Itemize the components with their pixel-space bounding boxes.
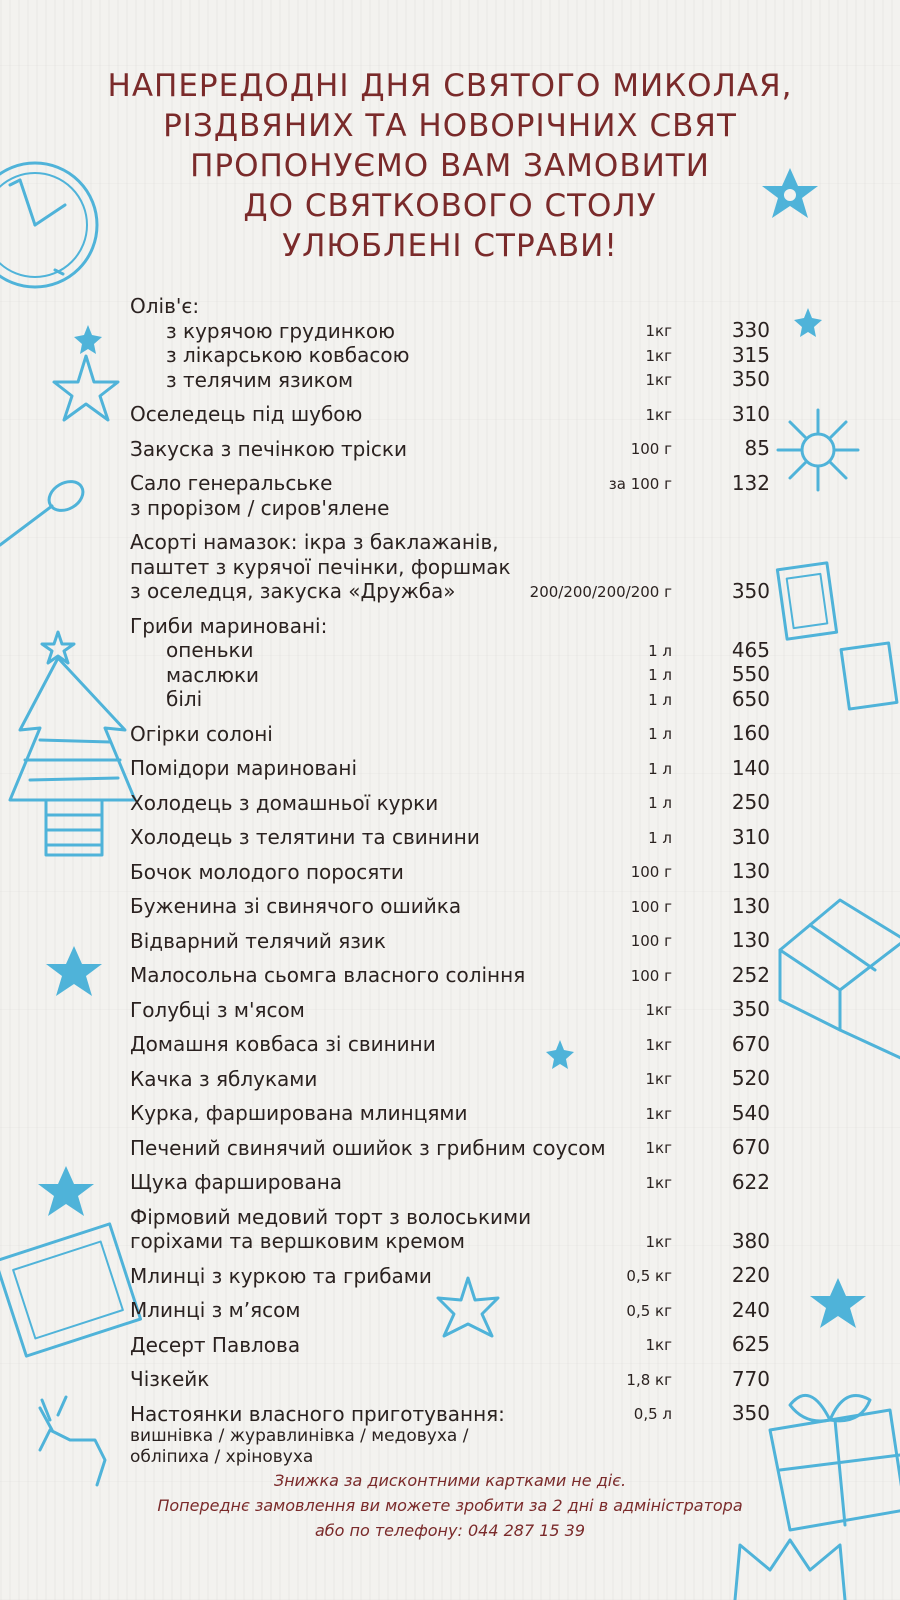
- menu-item: [130, 1264, 770, 1289]
- menu-item: [130, 1205, 770, 1254]
- menu-item: [130, 825, 770, 850]
- item-price: 622: [731, 1169, 770, 1194]
- item-name: Десерт Павлова: [130, 1332, 301, 1357]
- star-outline-icon: [54, 356, 118, 420]
- item-qty: 1кг: [645, 1173, 672, 1192]
- menu-item: [130, 860, 770, 885]
- menu-item: [130, 1101, 770, 1126]
- item-price: 250: [731, 790, 770, 814]
- item-name: Холодець з домашньої курки: [130, 790, 439, 815]
- item-price: 330: [731, 318, 770, 342]
- menu-item: [130, 963, 770, 988]
- menu-item: [130, 530, 770, 604]
- item-price: 670: [731, 1135, 770, 1159]
- item-price: 310: [731, 401, 770, 426]
- item-name: маслюки: [166, 662, 260, 687]
- item-name: Малосольна сьомга власного соління: [130, 963, 526, 987]
- item-qty: 100 г: [630, 440, 672, 458]
- item-qty: 1кг: [645, 322, 672, 340]
- star-outline-icon-3: [42, 632, 74, 663]
- item-qty: 1 л: [648, 690, 672, 709]
- item-price: 650: [731, 686, 770, 711]
- star-icon-4: [810, 1278, 866, 1328]
- item-name: Сало генеральське: [130, 471, 333, 495]
- menu-item: [130, 1367, 770, 1392]
- item-name-line: горіхами та вершковим кремом: [130, 1229, 465, 1253]
- item-name: Курка, фарширована млинцями: [130, 1101, 468, 1125]
- item-name: опеньки: [166, 638, 254, 662]
- item-name: Огірки солоні: [130, 721, 273, 746]
- item-price: 520: [731, 1066, 770, 1090]
- item-name: Печений свинячий ошийок з грибним соусом: [130, 1135, 606, 1160]
- menu-item: [130, 687, 770, 712]
- star-small-icon: [74, 325, 102, 354]
- menu-item: [130, 791, 770, 816]
- item-name: Асорті намазок: ікра з баклажанів,: [130, 530, 499, 554]
- item-name: Чізкейк: [130, 1367, 210, 1391]
- item-qty: 200/200/200/200 г: [529, 582, 672, 601]
- menu-item: [130, 343, 770, 368]
- item-qty: 1кг: [645, 371, 672, 389]
- item-qty: 1кг: [645, 1336, 672, 1354]
- item-qty: 1кг: [645, 1035, 672, 1054]
- item-qty: 1кг: [645, 1070, 672, 1088]
- item-name: Голубці з м'ясом: [130, 997, 305, 1022]
- title-line: НАПЕРЕДОДНІ ДНЯ СВЯТОГО МИКОЛАЯ,: [107, 68, 793, 104]
- menu-item: [130, 368, 770, 393]
- menu-item: [130, 756, 770, 781]
- item-name: з лікарською ковбасою: [166, 343, 410, 367]
- menu-list: [130, 294, 770, 1468]
- section-heading: Олів'є:: [130, 294, 200, 318]
- star-icon-3: [38, 1166, 94, 1216]
- preorder-note: Попереднє замовлення ви можете зробити за 2 дні в адміністратора: [157, 1496, 743, 1515]
- item-price: 550: [731, 662, 770, 686]
- phone-note: або по телефону: 044 287 15 39: [314, 1521, 586, 1540]
- fireplace-picture-icon: [0, 1224, 141, 1356]
- item-price: 130: [731, 893, 770, 918]
- item-name: Настоянки власного приготування:: [130, 1401, 505, 1426]
- gift-box-icon: [780, 900, 900, 1060]
- item-price: 350: [731, 997, 770, 1021]
- item-qty: 1,8 кг: [626, 1370, 672, 1389]
- item-name: з телячим язиком: [166, 367, 354, 392]
- item-price: 130: [731, 928, 770, 952]
- item-name-line: з оселедця, закуска «Дружба»: [130, 579, 456, 603]
- item-name: Млинці з м’ясом: [130, 1298, 301, 1322]
- menu-item: [130, 1333, 770, 1358]
- item-name: Оселедець під шубою: [130, 402, 363, 426]
- christmas-tree-icon: [10, 658, 135, 855]
- item-qty: 100 г: [630, 897, 672, 916]
- item-price: 140: [731, 755, 770, 780]
- item-qty: 1кг: [645, 1232, 672, 1251]
- menu-item: [130, 1402, 770, 1469]
- item-qty: 0,5 л: [633, 1405, 672, 1423]
- item-name: Закуска з печінкою тріски: [130, 436, 407, 461]
- item-price: 465: [731, 637, 770, 662]
- item-price: 670: [731, 1031, 770, 1056]
- menu-item: [130, 722, 770, 747]
- item-price: 310: [731, 824, 770, 849]
- item-price: 315: [731, 342, 770, 367]
- star-small-icon-2: [794, 308, 822, 337]
- item-price: 130: [731, 859, 770, 883]
- item-qty: 1 л: [648, 725, 672, 743]
- item-name: білі: [166, 687, 203, 711]
- item-name: з курячою грудинкою: [166, 318, 395, 343]
- item-name: Качка з яблуками: [130, 1066, 318, 1091]
- menu-item: [130, 894, 770, 919]
- footer-note: [60, 1468, 840, 1543]
- item-qty: 1кг: [645, 1139, 672, 1157]
- menu-item: [130, 402, 770, 427]
- item-price: 220: [731, 1263, 770, 1287]
- title-line: РІЗДВЯНИХ ТА НОВОРІЧНИХ СВЯТ: [163, 108, 737, 144]
- menu-item: [130, 1067, 770, 1092]
- menu-item: [130, 929, 770, 954]
- item-price: 380: [731, 1228, 770, 1253]
- item-name: Буженина зі свинячого ошийка: [130, 894, 462, 918]
- item-qty: 1кг: [645, 405, 672, 424]
- menu-item: [130, 998, 770, 1023]
- item-name: Щука фарширована: [130, 1170, 343, 1194]
- item-qty: 1кг: [645, 1001, 672, 1019]
- item-price: 350: [731, 1401, 770, 1425]
- item-price: 252: [731, 962, 770, 987]
- item-price: 350: [731, 367, 770, 391]
- item-name-line: з прорізом / сиров'ялене: [130, 495, 390, 520]
- item-price: 240: [731, 1297, 770, 1322]
- item-qty: 1кг: [645, 346, 672, 365]
- menu-section-olivier: [130, 294, 770, 319]
- item-qty: 1 л: [648, 794, 672, 812]
- item-qty: 1 л: [648, 759, 672, 778]
- crown-icon: [735, 1540, 845, 1600]
- item-name: Помідори мариновані: [130, 756, 358, 780]
- menu-item: [130, 471, 770, 520]
- item-qty: 0,5 кг: [626, 1301, 672, 1320]
- title-line: ДО СВЯТКОВОГО СТОЛУ: [243, 188, 657, 224]
- menu-item: [130, 319, 770, 344]
- item-price: 132: [731, 471, 770, 495]
- title-line: УЛЮБЛЕНІ СТРАВИ!: [282, 228, 618, 264]
- item-price: 540: [731, 1100, 770, 1125]
- item-qty: 1 л: [648, 666, 672, 684]
- item-qty: 1 л: [648, 828, 672, 847]
- menu-item: [130, 1298, 770, 1323]
- menu-section-mushrooms: [130, 614, 770, 639]
- item-name: Холодець з телятини та свинини: [130, 825, 480, 849]
- snowflake-icon: [778, 410, 858, 490]
- item-qty: 100 г: [630, 932, 672, 950]
- menu-item: [130, 663, 770, 688]
- picture-frame-icon: [777, 563, 897, 709]
- item-name: Домашня ковбаса зі свинини: [130, 1032, 436, 1056]
- item-name-line: паштет з курячої печінки, форшмак: [130, 554, 511, 579]
- menu-item: [130, 1170, 770, 1195]
- spoon-icon: [0, 476, 88, 545]
- item-qty: 1 л: [648, 641, 672, 660]
- item-price: 160: [731, 721, 770, 745]
- page-title: [60, 66, 840, 266]
- item-price: 85: [744, 436, 770, 460]
- item-description: вишнівка / журавлинівка / медовуха /: [130, 1426, 469, 1446]
- item-price: 770: [731, 1366, 770, 1391]
- item-name: Відварний телячий язик: [130, 928, 386, 953]
- item-description: обліпиха / хріновуха: [130, 1447, 314, 1467]
- item-qty: 1кг: [645, 1104, 672, 1123]
- item-qty: за 100 г: [608, 475, 672, 493]
- section-heading: Гриби мариновані:: [130, 613, 328, 638]
- item-qty: 0,5 кг: [626, 1267, 672, 1285]
- discount-note: Знижка за дисконтними картками не діє.: [273, 1471, 627, 1490]
- menu-item: [130, 638, 770, 663]
- item-name: Млинці з куркою та грибами: [130, 1263, 432, 1288]
- item-qty: 100 г: [630, 966, 672, 985]
- star-icon-2: [46, 946, 102, 996]
- menu-item: [130, 1032, 770, 1057]
- title-line: ПРОПОНУЄМО ВАМ ЗАМОВИТИ: [190, 148, 710, 184]
- menu-item: [130, 437, 770, 462]
- item-qty: 100 г: [630, 863, 672, 881]
- item-price: 350: [731, 578, 770, 603]
- menu-item: [130, 1136, 770, 1161]
- item-name: Бочок молодого поросяти: [130, 859, 404, 884]
- item-price: 625: [731, 1332, 770, 1356]
- item-name: Фірмовий медовий торт з волоськими: [130, 1204, 532, 1229]
